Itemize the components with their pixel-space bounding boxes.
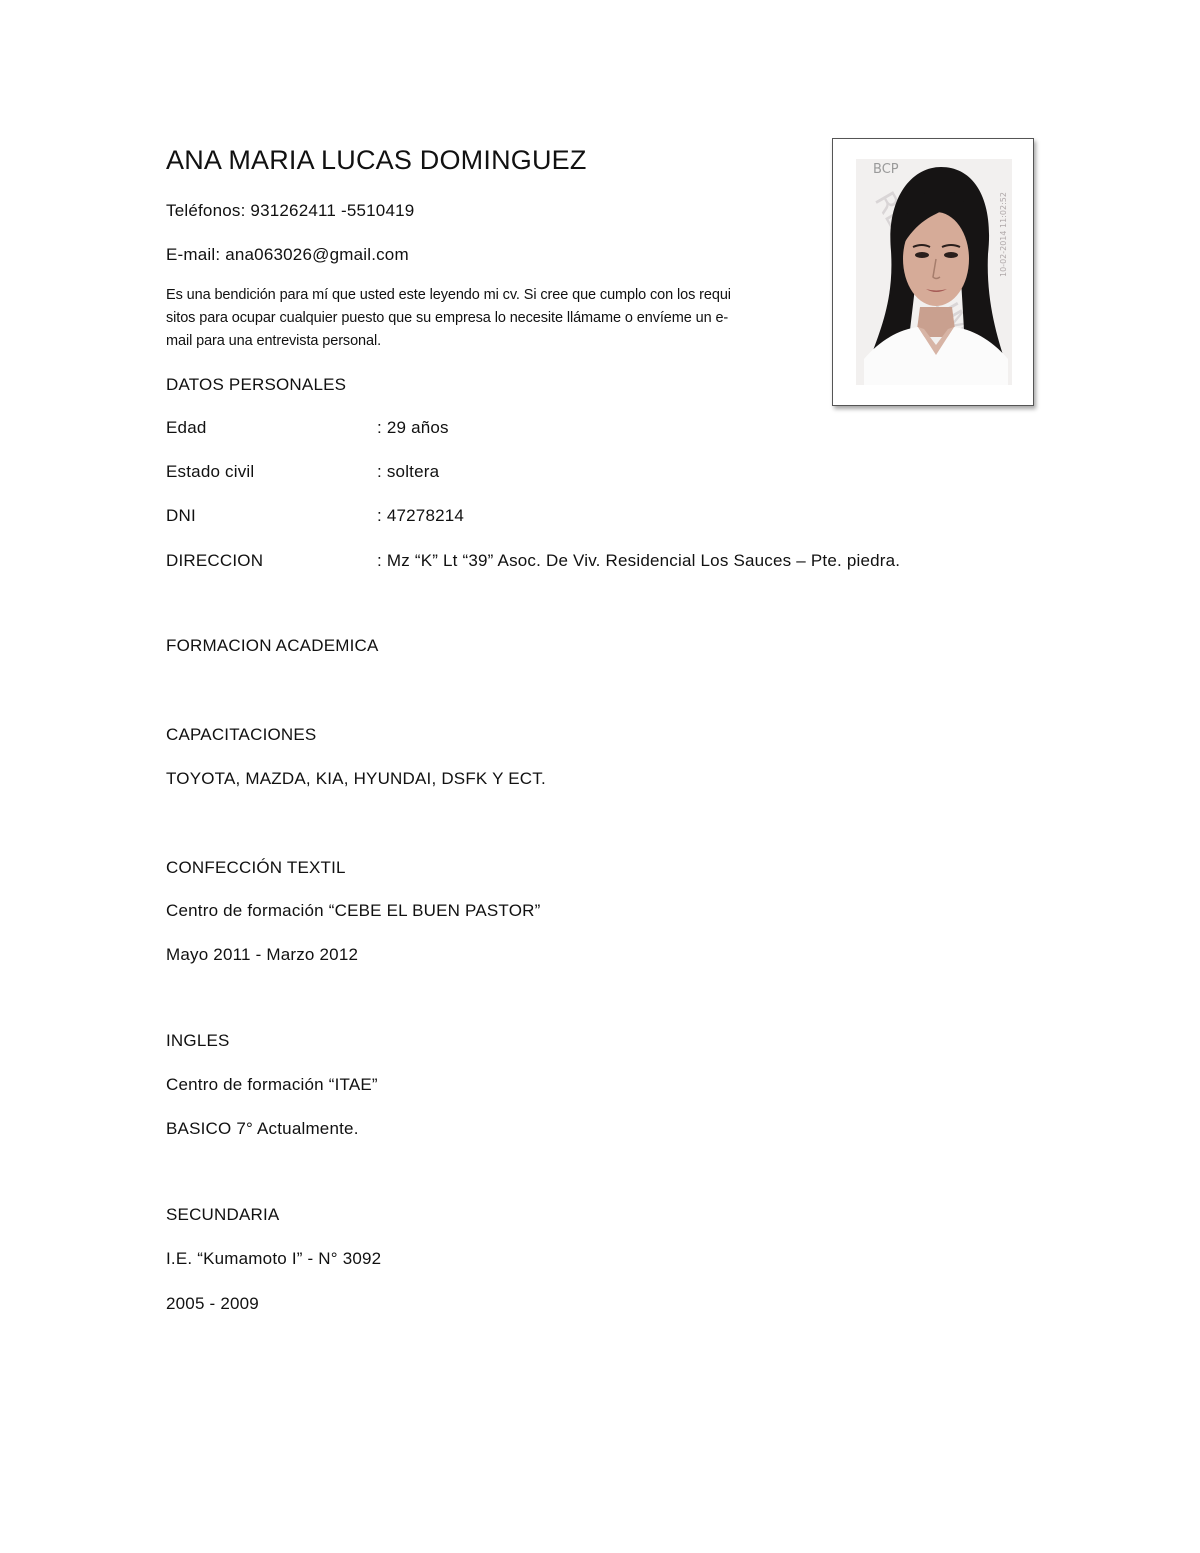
- intro-line-2: sitos para ocupar cualquier puesto que su empresa lo necesite llámame o envíeme un e-: [166, 310, 729, 326]
- personal-label-dni: DNI: [166, 506, 196, 525]
- intro-line-3: mail para una entrevista personal.: [166, 333, 382, 349]
- profile-photo: [832, 138, 1034, 406]
- personal-value-civil-status: : soltera: [377, 462, 440, 481]
- academic-heading: FORMACION ACADEMICA: [166, 636, 379, 655]
- textile-center: Centro de formación “CEBE EL BUEN PASTOR”: [166, 901, 541, 920]
- personal-label-address: DIRECCION: [166, 551, 264, 570]
- textile-heading: CONFECCIÓN TEXTIL: [166, 858, 346, 877]
- candidate-name: ANA MARIA LUCAS DOMINGUEZ: [166, 145, 587, 175]
- personal-value-address: : Mz “K” Lt “39” Asoc. De Viv. Residencial Los Sauces – Pte. piedra.: [377, 551, 901, 570]
- personal-value-age: : 29 años: [377, 418, 449, 437]
- secondary-school: I.E. “Kumamoto I” - N° 3092: [166, 1249, 382, 1268]
- training-heading: CAPACITACIONES: [166, 725, 317, 744]
- personal-value-dni: : 47278214: [377, 506, 465, 525]
- english-heading: INGLES: [166, 1031, 230, 1050]
- photo-stamp: BCP: [873, 162, 899, 177]
- training-text: TOYOTA, MAZDA, KIA, HYUNDAI, DSFK Y ECT.: [166, 769, 546, 788]
- secondary-period: 2005 - 2009: [166, 1294, 259, 1313]
- textile-period: Mayo 2011 - Marzo 2012: [166, 945, 359, 964]
- english-center: Centro de formación “ITAE”: [166, 1075, 378, 1094]
- intro-line-1: Es una bendición para mí que usted este leyendo mi cv. Si cree que cumplo con los requi: [166, 287, 731, 303]
- photo-watermark: LIMA: [924, 283, 987, 359]
- personal-label-age: Edad: [166, 418, 207, 437]
- personal-data-heading: DATOS PERSONALES: [166, 375, 347, 394]
- personal-label-civil-status: Estado civil: [166, 462, 255, 481]
- english-level: BASICO 7° Actualmente.: [166, 1119, 359, 1138]
- photo-date-stamp: 10-02-2014 11:02:52: [999, 192, 1008, 277]
- portrait-image: [856, 159, 1012, 385]
- phone-numbers: Teléfonos: 931262411 -5510419: [166, 201, 415, 220]
- email-address: E-mail: ana063026@gmail.com: [166, 245, 409, 264]
- secondary-heading: SECUNDARIA: [166, 1205, 280, 1224]
